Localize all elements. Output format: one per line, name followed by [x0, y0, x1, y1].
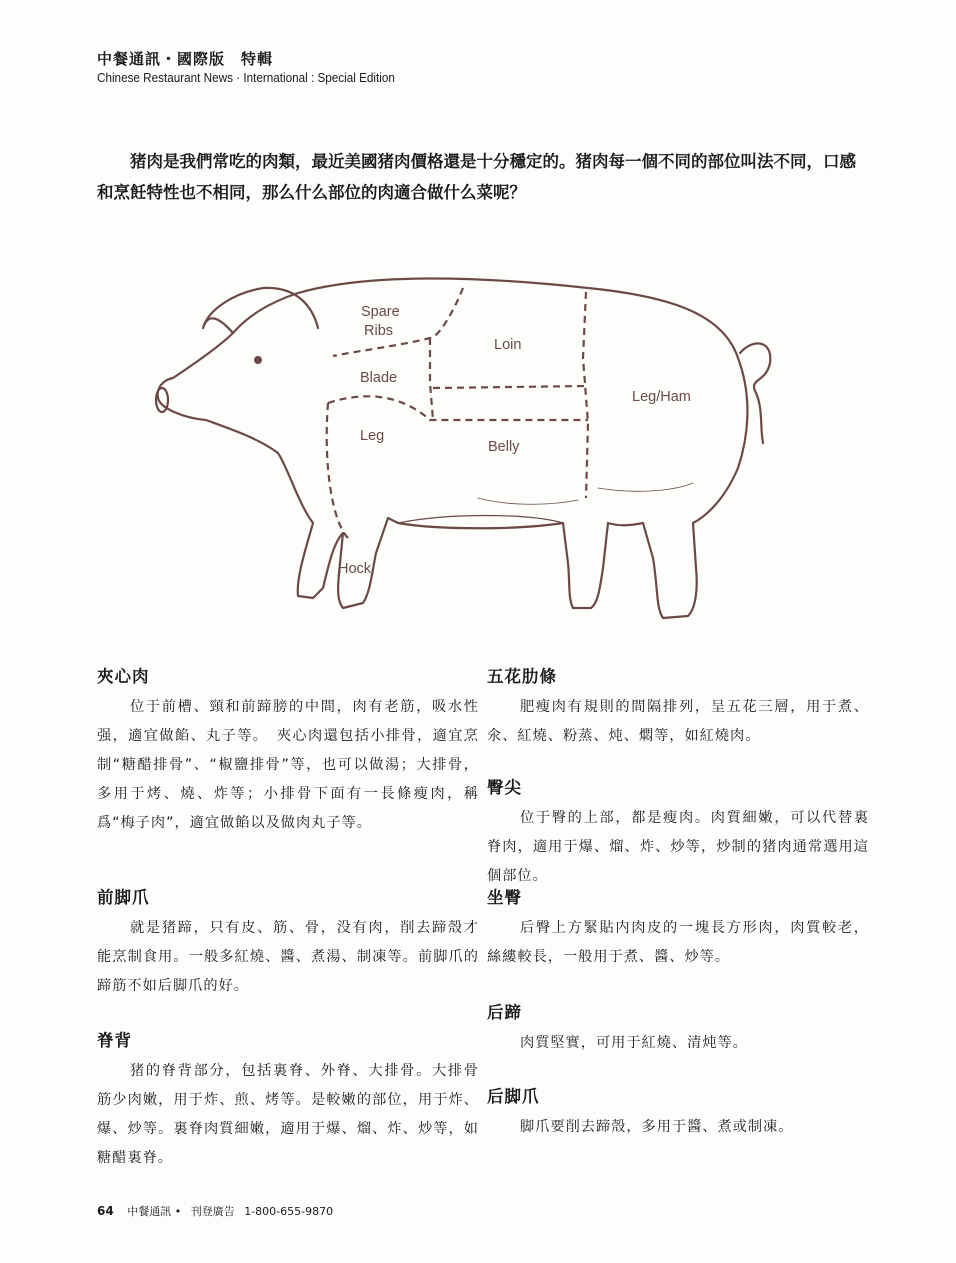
pig-eye [254, 356, 262, 364]
section-houti [487, 999, 869, 1058]
label-spare-ribs-2: Ribs [364, 323, 394, 339]
section-title: 前脚爪 [97, 888, 150, 907]
label-belly: Belly [488, 439, 520, 455]
pig-tail [740, 343, 770, 443]
section-zuotun [487, 884, 869, 972]
label-loin: Loin [494, 337, 522, 353]
section-title: 五花肋條 [487, 667, 557, 686]
section-title: 后蹄 [487, 1003, 522, 1022]
section-jibei [97, 1027, 479, 1173]
footer-publication: 中餐通訊 • [127, 1205, 182, 1218]
section-qianjiaozhua [97, 884, 479, 1001]
section-wuhua [487, 663, 869, 751]
cut-line-loin-bottom [433, 386, 588, 388]
cut-line-spareribs-top [333, 288, 463, 356]
section-body: 后臀上方緊貼内肉皮的一塊長方形肉，肉質較老，絲縷較長，一般用于煮、醬、炒等。 [487, 920, 869, 965]
cut-line-blade-bottom [328, 396, 588, 420]
section-title: 后脚爪 [487, 1087, 540, 1106]
section-title: 脊背 [97, 1031, 132, 1050]
intro-paragraph: 猪肉是我們常吃的肉類，最近美國猪肉價格還是十分穩定的。猪肉每一個不同的部位叫法不同，口感和烹飪特性也不相同，那么什么部位的肉適合做什么菜呢？ [97, 152, 856, 202]
magazine-title-cn: 中餐通訊・國際版 特輯 [97, 50, 274, 68]
label-spare-ribs-1: Spare [361, 304, 400, 320]
section-body: 位于臀的上部，都是瘦肉。肉質細嫩，可以代替裏脊肉，適用于爆、熘、炸、炒等，炒制的猪肉通常選用這個部位。 [487, 810, 869, 884]
label-leg-ham: Leg/Ham [632, 389, 691, 405]
label-hock: Hock [338, 561, 372, 577]
section-houjiaozhua [487, 1083, 869, 1142]
page-footer [97, 1203, 339, 1219]
section-title: 臀尖 [487, 778, 522, 797]
section-title: 坐臀 [487, 888, 522, 907]
section-title: 夾心肉 [97, 667, 150, 686]
section-body: 猪的脊背部分，包括裏脊、外脊、大排骨。大排骨筋少肉嫩，用于炸、煎、烤等。是較嫩的部位，用于炸、爆、炒等。裏脊肉質細嫩，適用于爆、熘、炸、炒等，如糖醋裏脊。 [97, 1063, 479, 1166]
pig-cuts-diagram [148, 268, 798, 643]
cut-line-leg-ham [583, 292, 588, 498]
pig-body-outline [158, 278, 748, 618]
footer-phone: 1-800-655-9870 [244, 1205, 334, 1218]
section-body: 脚爪要削去蹄殼，多用于醬、煮或制凍。 [520, 1119, 794, 1135]
footer-ad-text: 刊登廣告 [190, 1205, 235, 1218]
section-body: 肥瘦肉有規則的間隔排列，呈五花三層，用于煮、氽、紅燒、粉蒸、炖、燜等，如紅燒肉。 [487, 699, 869, 744]
label-blade: Blade [360, 370, 398, 386]
section-body: 就是猪蹄，只有皮、筋、骨，没有肉，削去蹄殼才能烹制食用。一般多紅燒、醬、煮湯、制凍等。前脚爪的蹄筋不如后脚爪的好。 [97, 920, 479, 994]
section-body: 肉質堅實，可用于紅燒、清炖等。 [520, 1035, 748, 1051]
label-leg: Leg [360, 428, 385, 444]
section-body: 位于前槽、頸和前蹄膀的中間，肉有老筋，吸水性强，適宜做餡、丸子等。 夾心肉還包括小排骨，適宜烹制“糖醋排骨”、“椒鹽排骨”等，也可以做湯；大排骨，多用于烤、燒、炸等；小排骨下面有一長條瘦肉，稱爲“梅子肉”，適宜做餡以及做肉丸子等。 [97, 699, 479, 831]
cut-line-loin-left [430, 338, 433, 420]
section-jiaxinrou [97, 663, 479, 838]
section-tunjian [487, 774, 869, 891]
page-number: 64 [97, 1204, 114, 1218]
cut-line-leg-bottom [327, 403, 348, 538]
magazine-title-en: Chinese Restaurant News · International : Special Edition [97, 70, 395, 85]
